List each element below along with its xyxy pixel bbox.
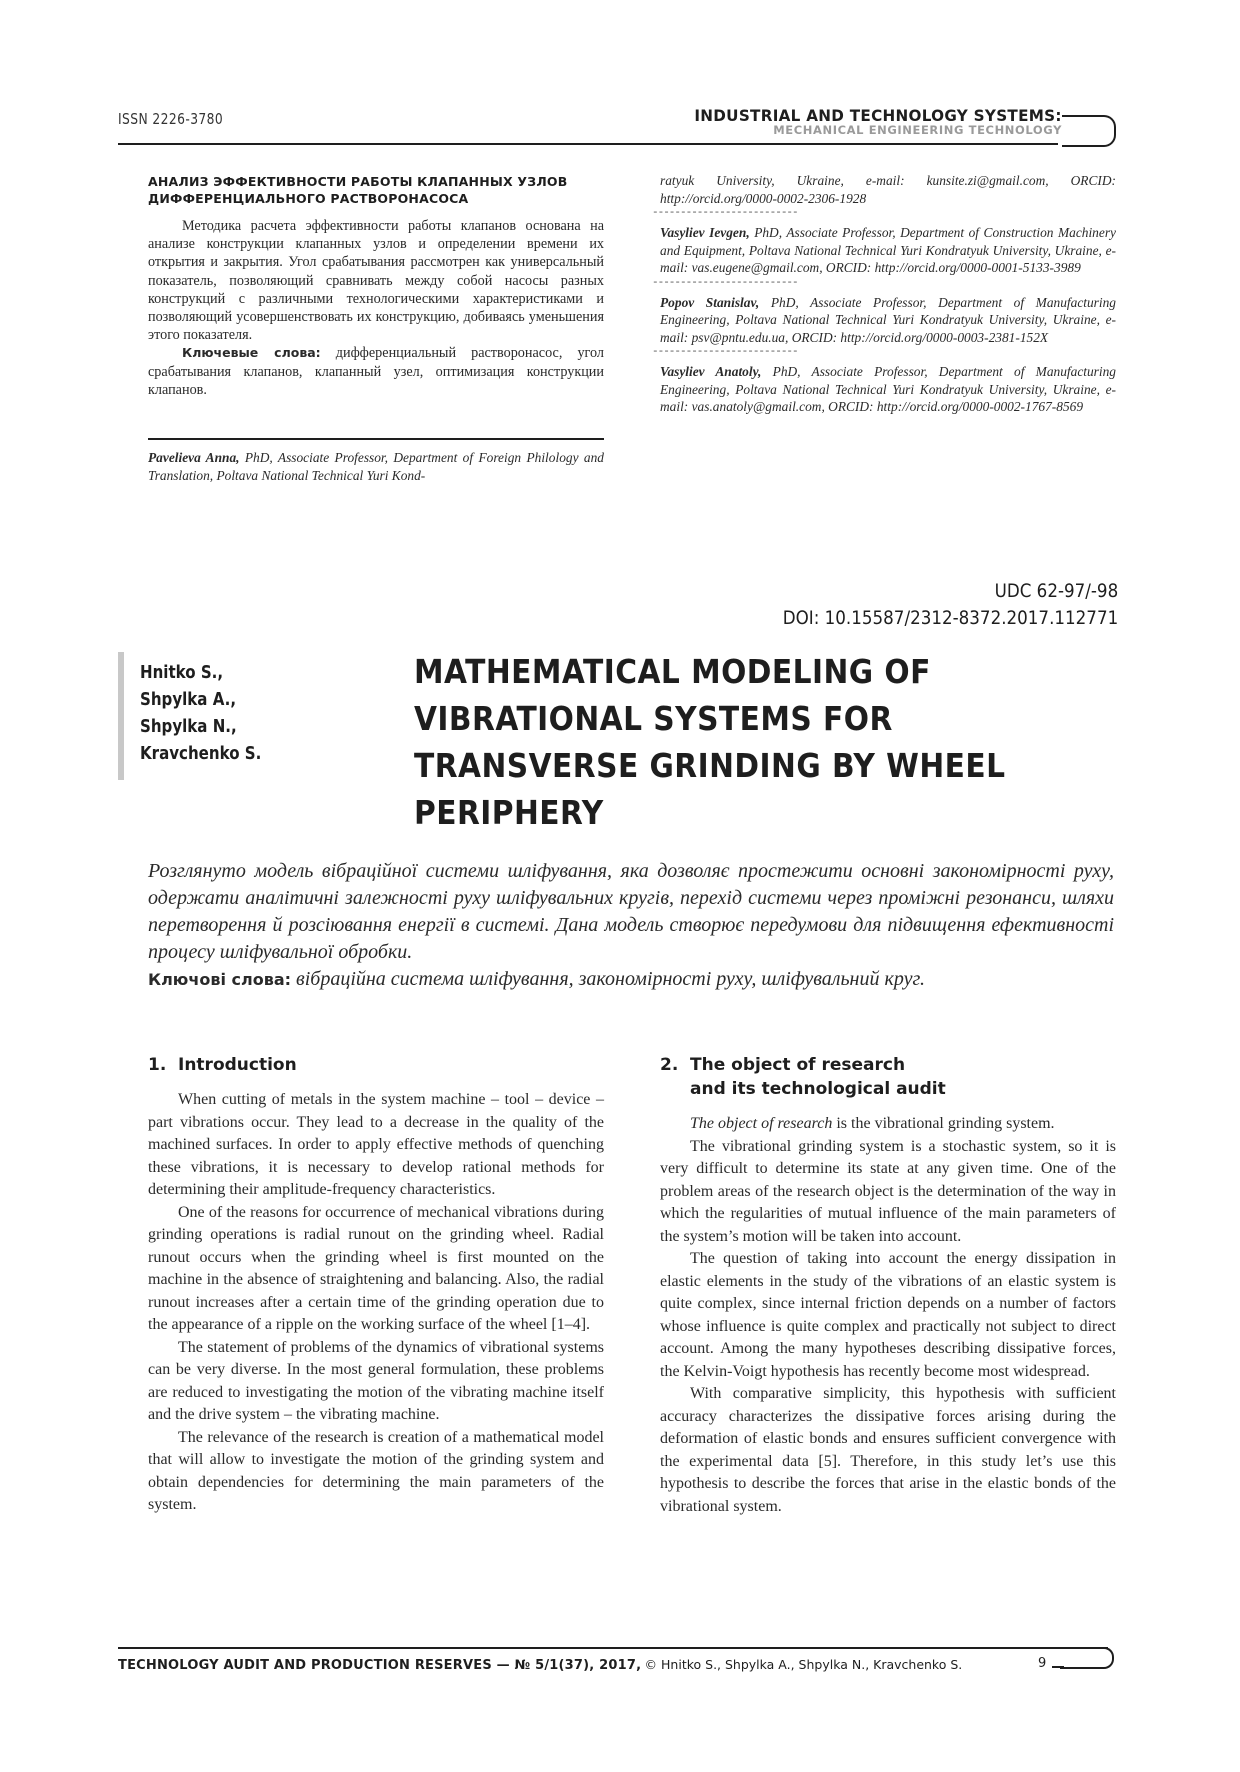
section-heading-introduction <box>148 1053 604 1077</box>
article-identifiers <box>783 578 1118 632</box>
author-name: Popov Stanislav, <box>660 294 760 310</box>
udc: UDC 62-97/-98 <box>994 580 1118 602</box>
footer-citation <box>118 1657 962 1673</box>
author-details: PhD, Associate Professor, Department of Manufacturing Engineering, Poltava National Technical Yuri Kondratyuk University, Ukraine, e-mail: psv@pntu.edu.ua, ORCID: http://orcid.org/0000-0003-2381-152X <box>660 294 1116 345</box>
author-details: PhD, Associate Professor, Department of Manufacturing Engineering, Poltava National Technical Yuri Kondratyuk University, Ukraine, e-mail: vas.anatoly@gmail.com, ORCID: http://orcid.org/0000-0002-1767-8569 <box>660 364 1116 414</box>
author-entry <box>660 172 1116 207</box>
page-number: 9 <box>1038 1656 1047 1671</box>
section-rule <box>148 438 604 440</box>
column-left <box>148 1053 604 1517</box>
author: Kravchenko S. <box>140 744 262 764</box>
ukrainian-keywords-label: Ключові слова: <box>148 970 292 989</box>
author-entry <box>660 224 1116 277</box>
author-name: Vasyliev Ievgen, <box>660 225 750 240</box>
authors-side-bar <box>118 652 124 780</box>
ukrainian-keywords-text: вібраційна система шліфування, закономірності руху, шліфувальний круг. <box>296 968 925 990</box>
section-heading-object-of-research <box>660 1053 1116 1101</box>
author-details: PhD, Associate Professor, Department of Foreign Philology and Translation, Poltava National Technical Yuri Kond- <box>148 450 604 483</box>
paragraph: The relevance of the research is creation of a mathematical model that will allow to investigate the motion of the grinding system and obtain dependencies for determining the main parameters of the system. <box>148 1428 604 1513</box>
russian-keywords-text: дифференциальный растворонасос, угол срабатывания клапанов, клапанный узел, оптимизация конструкции клапанов. <box>148 345 605 398</box>
author: Shpylka A., <box>140 690 237 710</box>
article-title: MATHEMATICAL MODELING OF VIBRATIONAL SYSTEMS FOR TRANSVERSE GRINDING BY WHEEL PERIPHERY <box>414 652 1006 832</box>
russian-keywords-label: Ключевые слова: <box>182 345 321 361</box>
paragraph <box>660 1113 1116 1136</box>
header-bracket-decoration <box>1062 115 1116 147</box>
section-number: 2. <box>660 1055 679 1075</box>
paragraph: The statement of problems of the dynamics of vibrational systems can be very diverse. In the most general formulation, these problems are reduced to investigating the motion of the vibrating machine itself and the drive system – the vibrating machine. <box>148 1338 604 1423</box>
ukrainian-abstract-text: Розглянуто модель вібраційної системи шліфування, яка дозволяє простежити основні закономірності руху, одержати аналітичні залежності руху шліфувальних кругів, перехід системи через проміжні резонанси, шляхи перетворення й розсіювання енергії в системі. Дана модель створює передумови для підвищення ефективності процесу шліфувальної обробки. <box>148 860 1114 963</box>
section-title: Introduction <box>178 1055 297 1075</box>
journal-header <box>675 106 1062 137</box>
author-entry <box>660 294 1116 347</box>
header-rule <box>118 143 1058 145</box>
article-authors <box>140 660 261 768</box>
author-info-left <box>148 449 604 484</box>
paragraph: One of the reasons for occurrence of mechanical vibrations during grinding operations is radial runout on the grinding wheel. Radial runout occurs when the grinding wheel is first mounted on the machine in the absence of straightening and balancing. Also, the radial runout increases after a certain time of the grinding operation due to the appearance of a ripple on the working surface of the wheel [1–4]. <box>148 1203 604 1333</box>
footer-copyright: © Hnitko S., Shpylka A., Shpylka N., Kravchenko S. <box>644 1657 963 1672</box>
russian-abstract-text: Методика расчета эффективности работы клапанов основана на анализе конструкции клапанных узлов и определении времени их открытия и закрытия. Угол срабатывания рассмотрен как универсальный показатель, позволяющий сравнивать между собой насосы разных конструкций с различными технологическими характеристиками и позволяющий усовершенствовать их конструкцию, добиваясь уменьшения этого показателя. <box>148 218 604 344</box>
footer-rule <box>118 1647 1108 1649</box>
lead-text: is the vibrational grinding system. <box>832 1115 1055 1132</box>
author-details: ratyuk University, Ukraine, e-mail: kunsite.zi@gmail.com, ORCID: http://orcid.org/0000-0002-2306-1928 <box>660 173 1116 206</box>
footer-journal: TECHNOLOGY AUDIT AND PRODUCTION RESERVES — № 5/1(37), 2017, <box>118 1658 642 1673</box>
author-details: PhD, Associate Professor, Department of Construction Machinery and Equipment, Poltava National Technical Yuri Kondratyuk University, Ukraine, e-mail: vas.eugene@gmail.com, ORCID: http://orcid.org/0000-0001-5133-3989 <box>660 225 1116 275</box>
footer-bracket-decoration <box>1060 1647 1114 1669</box>
paragraph: The question of taking into account the energy dissipation in elastic elements in the study of the vibrations of an elastic system is quite complex, since internal friction depends on a number of factors whose influence is quite complex and practically not subject to direct account. Among the many hypotheses describing dissipative forces, the Kelvin-Voigt hypothesis has recently become most widespread. <box>660 1250 1116 1380</box>
doi[interactable]: DOI: 10.15587/2312-8372.2017.112771 <box>782 607 1118 629</box>
author-name: Vasyliev Anatoly, <box>660 364 762 379</box>
dashed-separator: -------------------------- <box>652 346 798 358</box>
ukrainian-abstract <box>148 858 1114 993</box>
paragraph: When cutting of metals in the system machine – tool – device – part vibrations occur. They lead to a decrease in the quality of the machined surfaces. In order to apply effective methods of quenching these vibrations, it is necessary to develop rational methods for determining their amplitude-frequency characteristics. <box>148 1091 604 1198</box>
dashed-separator: -------------------------- <box>652 207 798 219</box>
author-info-right <box>652 172 1116 416</box>
section-title-line1: The object of research <box>690 1055 906 1075</box>
page-number-line <box>1052 1666 1064 1668</box>
issn: ISSN 2226-3780 <box>118 110 224 128</box>
section-number: 1. <box>148 1055 167 1075</box>
author-entry <box>660 363 1116 416</box>
journal-subtitle: MECHANICAL ENGINEERING TECHNOLOGY <box>773 123 1062 137</box>
russian-abstract <box>148 173 604 399</box>
ukrainian-keywords <box>148 966 1114 993</box>
dashed-separator: -------------------------- <box>652 276 798 289</box>
emphasis: The object of research <box>690 1115 833 1132</box>
russian-abstract-body <box>148 217 604 399</box>
author: Hnitko S., <box>140 663 224 683</box>
section-title-line2: and its technological audit <box>690 1079 946 1099</box>
column-right <box>660 1053 1116 1518</box>
journal-title: INDUSTRIAL AND TECHNOLOGY SYSTEMS: <box>694 106 1062 125</box>
paragraph: The vibrational grinding system is a stochastic system, so it is very difficult to determine its state at any given time. One of the problem areas of the research object is the determination of the way in which the regularities of mutual influence of the main parameters of the system’s motion will be taken into account. <box>660 1137 1116 1245</box>
author-name: Pavelieva Anna, <box>148 450 240 465</box>
paragraph: With comparative simplicity, this hypothesis with sufficient accuracy characterizes the dissipative forces arising during the deformation of elastic bonds and ensures sufficient convergence with the experimental data [5]. Therefore, in this study let’s use this hypothesis to describe the forces that arise in the elastic bonds of the vibrational system. <box>660 1385 1116 1515</box>
russian-keywords <box>148 344 604 399</box>
russian-abstract-title: АНАЛИЗ ЭФФЕКТИВНОСТИ РАБОТЫ КЛАПАННЫХ УЗЛОВ ДИФФЕРЕНЦИАЛЬНОГО РАСТВОРОНАСОСА <box>148 174 568 206</box>
author: Shpylka N., <box>140 717 237 737</box>
